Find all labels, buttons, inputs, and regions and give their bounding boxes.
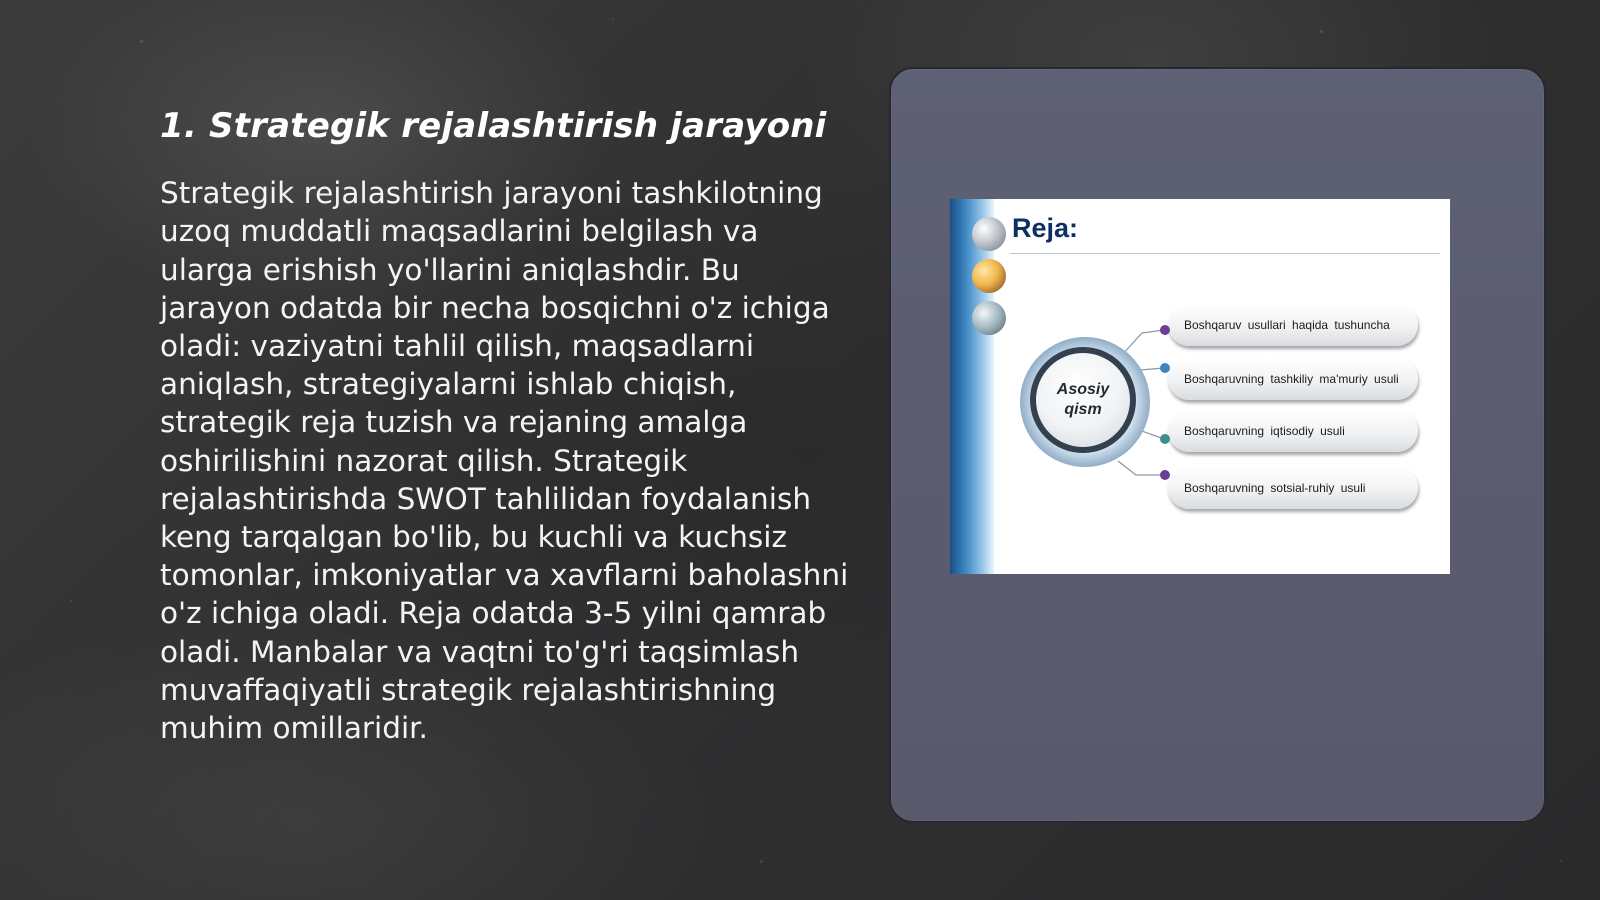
chalk-speck [140, 40, 143, 43]
chalk-speck [70, 600, 72, 602]
slide-body: Strategik rejalashtirish jarayoni tashkilotning uzoq muddatli maqsadlarini belgilash va ularga erishish yo'llarini aniqlashdir. Bu jarayon odatda bir necha bosqichni o'z ichiga oladi: vaziyatni tahlil qilish, maqsadlarni aniqlash, strategiyalarni ishlab chiqish, strategik reja tuzish va rejaning amalga oshirilishini nazorat qilish. Strategik rejalashtirishda SWOT tahlilidan foydalanish keng tarqalgan bo'lib, bu kuchli va kuchsiz tomonlar, imkoniyatlar va xavflarni baholashni o'z ichiga oladi. Reja odatda 3-5 yilni qamrab oladi. Manbalar va vaqtni to'g'ri taqsimlash muvaffaqiyatli strategik rejalashtirishning muhim omillaridir. [160, 176, 849, 746]
connector-dot [1160, 325, 1170, 335]
connector-dot [1160, 434, 1170, 444]
plan-item: Boshqaruvning sotsial-ruhiy usuli [1168, 467, 1418, 509]
plan-item: Boshqaruv usullari haqida tushuncha [1168, 304, 1418, 346]
plan-item: Boshqaruvning iqtisodiy usuli [1168, 410, 1418, 452]
plan-item: Boshqaruvning tashkiliy ma'muriy usuli [1168, 358, 1418, 400]
chalk-speck [1320, 30, 1323, 33]
text-block [160, 104, 850, 747]
chalk-speck [760, 860, 763, 863]
hub-circle [1036, 353, 1130, 447]
hub-label: Asosiy qism [1056, 381, 1110, 418]
chalk-speck [1560, 860, 1562, 862]
chalk-speck [612, 18, 614, 20]
embedded-slide-image [950, 199, 1450, 574]
embedded-slide-title: Reja: [1012, 213, 1079, 243]
slide-title: 1. Strategik rejalashtirish jarayoni [160, 106, 827, 146]
connector-dot [1160, 470, 1170, 480]
connector-dot [1160, 363, 1170, 373]
